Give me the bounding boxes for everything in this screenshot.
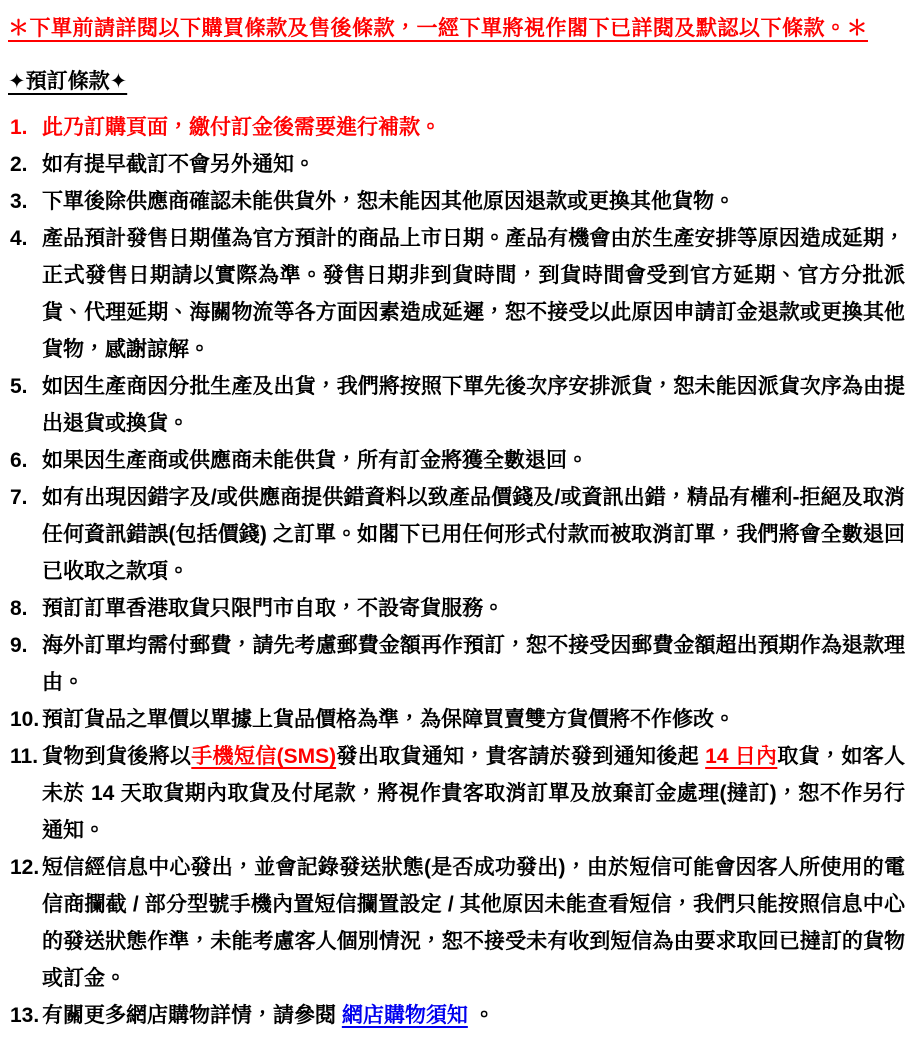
shop-notice-link[interactable]: 網店購物須知 — [341, 1004, 468, 1027]
term-number: 4. — [10, 227, 28, 250]
term-number: 5. — [10, 375, 28, 398]
highlighted-term-text: 手機短信(SMS) — [191, 745, 337, 768]
term-number: 6. — [10, 449, 28, 472]
term-item-12 — [8, 849, 905, 997]
term-text: 如果因生產商或供應商未能供貨，所有訂金將獲全數退回。 — [42, 449, 588, 472]
term-text: 取貨，如客人未於 14 天取貨期內取貨及付尾款，將視作貴客取消訂單及放棄訂金處理(撻訂)，恕不作另行通知。 — [42, 745, 905, 842]
term-number: 10. — [10, 708, 40, 731]
section-title-preorder-terms: ✦預訂條款✦ — [8, 70, 128, 93]
term-text: 如有出現因錯字及/或供應商提供錯資料以致產品價錢及/或資訊出錯，精品有權利-拒絕及取消任何資訊錯誤(包括價錢) 之訂單。如閣下已用任何形式付款而被取消訂單，我們將會全數退回已收取之款項。 — [42, 486, 905, 583]
terms-list — [8, 109, 905, 1034]
term-item-5 — [8, 368, 905, 442]
term-text: 貨物到貨後將以 — [42, 745, 192, 768]
term-number: 7. — [10, 486, 28, 509]
term-item-13 — [8, 997, 905, 1034]
highlighted-term-text: 14 日內 — [705, 745, 778, 768]
term-number: 11. — [10, 745, 39, 768]
term-text: 。 — [467, 1004, 495, 1027]
term-number: 12. — [10, 856, 40, 879]
preorder-warning: ＊下單前請詳閱以下購買條款及售後條款，一經下單將視作閣下已詳閱及默認以下條款。＊ — [8, 17, 868, 40]
term-text: 預訂貨品之單價以單據上貨品價格為準，為保障買賣雙方貨價將不作修改。 — [42, 708, 735, 731]
term-text: 有關更多網店購物詳情，請參閱 — [42, 1004, 342, 1027]
term-number: 9. — [10, 634, 28, 657]
term-item-11 — [8, 738, 905, 849]
term-text: 短信經信息中心發出，並會記錄發送狀態(是否成功發出)，由於短信可能會因客人所使用的電信商攔截 / 部分型號手機內置短信攔置設定 / 其他原因未能查看短信，我們只能按照信息中心的發送狀態作準，未能考慮客人個別情況，恕不接受未有收到短信為由要求取回已撻訂的貨物或訂金。 — [42, 856, 905, 990]
term-number: 8. — [10, 597, 28, 620]
term-text: 產品預計發售日期僅為官方預計的商品上市日期。產品有機會由於生產安排等原因造成延期，正式發售日期請以實際為準。發售日期非到貨時間，到貨時間會受到官方延期、官方分批派貨、代理延期、海關物流等各方面因素造成延遲，恕不接受以此原因申請訂金退款或更換其他貨物，感謝諒解。 — [42, 227, 905, 361]
term-item-8 — [8, 590, 905, 627]
term-text: 下單後除供應商確認未能供貨外，恕未能因其他原因退款或更換其他貨物。 — [42, 190, 735, 213]
term-number: 3. — [10, 190, 28, 213]
term-item-3 — [8, 183, 905, 220]
term-item-7 — [8, 479, 905, 590]
term-item-9 — [8, 627, 905, 701]
term-text: 此乃訂購頁面，繳付訂金後需要進行補款。 — [42, 116, 441, 139]
term-item-10 — [8, 701, 905, 738]
term-item-6 — [8, 442, 905, 479]
term-number: 2. — [10, 153, 28, 176]
term-text: 發出取貨通知，貴客請於發到通知後起 — [336, 745, 706, 768]
term-text: 如有提早截訂不會另外通知。 — [42, 153, 315, 176]
term-text: 預訂訂單香港取貨只限門市自取，不設寄貨服務。 — [42, 597, 504, 620]
term-number: 13. — [10, 1004, 40, 1027]
term-item-2 — [8, 146, 905, 183]
term-text: 海外訂單均需付郵費，請先考慮郵費金額再作預訂，恕不接受因郵費金額超出預期作為退款理由。 — [42, 634, 905, 694]
term-text: 如因生產商因分批生產及出貨，我們將按照下單先後次序安排派貨，恕未能因派貨次序為由提出退貨或換貨。 — [42, 375, 905, 435]
term-number: 1. — [10, 116, 28, 139]
term-item-4 — [8, 220, 905, 368]
term-item-1 — [8, 109, 905, 146]
